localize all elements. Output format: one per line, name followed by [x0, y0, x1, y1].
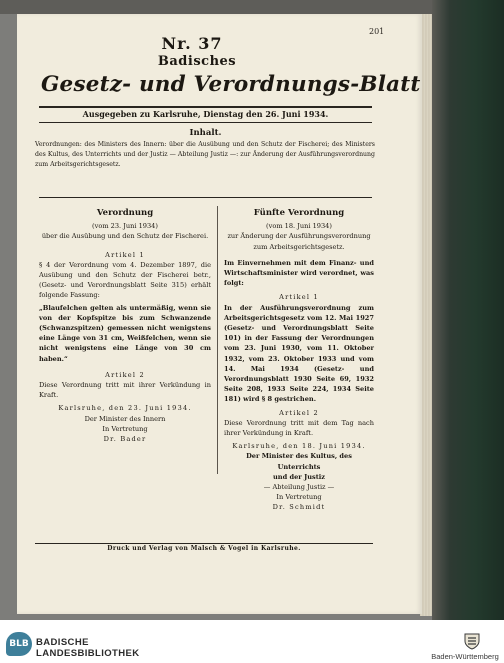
page-number: 201 [369, 27, 385, 36]
printer-rule [35, 543, 373, 544]
right-article2-heading: Artikel 2 [279, 408, 319, 417]
contents-heading: Inhalt. [189, 128, 222, 138]
state-crest-icon [463, 632, 481, 650]
left-date: (vom 23. Juni 1934) [92, 222, 158, 231]
right-title: Fünfte Verordnung [253, 208, 345, 218]
right-minister-line1: Der Minister des Kultus, des Unterrichts [246, 452, 352, 471]
right-article1-text: In der Ausführungsverordnung zum Arbeitsgerichtsgesetz vom 12. Mai 1927 (Gesetz- und Verordnungsblatt Seite 101) in der Fassung der Verordnungen vom 23. Juni 1930, vom 11. Oktober 1932, vom 23. Oktober 1933 und vom 14. Mai 1934 (Gesetz- und Verordnungsblatt 1930 Seite 69, 1932 Seite 208, 1933 Seite 224, 1934 Seite 181) wird § 8 gestrichen. [224, 303, 374, 404]
library-name [36, 637, 140, 659]
left-deputy: In Vertretung [102, 424, 148, 433]
contents-text: Verordnungen: des Ministers des Innern: über die Ausübung und den Schutz der Fischerei; des Ministers des Kultus, des Unterrichts und der Justiz — Abteilung Justiz —: zur Änderung der Ausführungsverordnung zum Arbeitsgerichtsgesetz. [35, 141, 375, 168]
right-preamble: Im Einvernehmen mit dem Finanz- und Wirtschaftsminister wird verordnet, was folgt: [224, 258, 374, 288]
contents-rule [39, 197, 372, 198]
title-rule [39, 106, 372, 108]
right-deputy: In Vertretung [276, 493, 322, 502]
left-signature: Dr. Bader [103, 435, 147, 444]
left-title: Verordnung [96, 208, 154, 218]
issue-date-line: Ausgegeben zu Karlsruhe, Dienstag den 26. Juni 1934. [82, 109, 329, 119]
document-page [17, 14, 422, 614]
right-place-date: Karlsruhe, den 18. Juni 1934. [232, 442, 366, 451]
left-article1-heading: Artikel 1 [105, 250, 145, 259]
printer-line: Druck und Verlag von Malsch & Vogel in Karlsruhe. [107, 545, 301, 552]
left-column [39, 208, 211, 444]
column-divider [217, 206, 218, 474]
right-department: — Abteilung Justiz — [263, 483, 335, 492]
top-shadow [0, 0, 504, 14]
issue-number: Nr. 37 [161, 34, 223, 53]
library-logo-icon[interactable]: BLB [6, 632, 32, 656]
library-name-line2: LANDESBIBLIOTHEK [36, 648, 140, 659]
right-date: (vom 18. Juni 1934) [266, 222, 332, 231]
left-article2-heading: Artikel 2 [105, 370, 145, 379]
state-name: Baden-Württemberg [431, 652, 499, 661]
right-article1-heading: Artikel 1 [279, 293, 319, 302]
left-subject: über die Ausübung und den Schutz der Fischerei. [41, 232, 209, 241]
left-minister: Der Minister des Innern [84, 414, 166, 423]
left-article2-text: Diese Verordnung tritt mit ihrer Verkündung in Kraft. [39, 381, 211, 400]
right-minister-line2: und der Justiz [273, 472, 325, 481]
library-name-line1: BADISCHE [36, 637, 89, 648]
book-binding [432, 0, 504, 620]
right-article2-text: Diese Verordnung tritt mit dem Tag nach ihrer Verkündung in Kraft. [224, 418, 374, 438]
gazette-title: Gesetz- und Verordnungs-Blatt [41, 72, 421, 97]
left-place-date: Karlsruhe, den 23. Juni 1934. [58, 404, 192, 413]
left-article1-quote: „Blaufelchen gelten als untermäßig, wenn sie von der Kopfspitze bis zum Schwanzende (Schwanzspitzen) gemessen nicht wenigstens eine Länge von 31 cm, Weißfelchen, wenn sie nicht wenigstens eine Länge von 30 cm haben.“ [39, 303, 211, 363]
left-article1-text: § 4 der Verordnung vom 4. Dezember 1897, die Ausübung und den Schutz der Fischerei betr., (Gesetz- und Verordnungsblatt Seite 315) erhält folgende Fassung: [39, 260, 211, 300]
right-column [224, 208, 374, 513]
right-signature: Dr. Schmidt [272, 503, 326, 512]
state-heading: Badisches [157, 54, 237, 69]
issue-rule [39, 122, 372, 123]
right-subject: zur Änderung der Ausführungsverordnung zum Arbeitsgerichtsgesetz. [227, 232, 371, 251]
